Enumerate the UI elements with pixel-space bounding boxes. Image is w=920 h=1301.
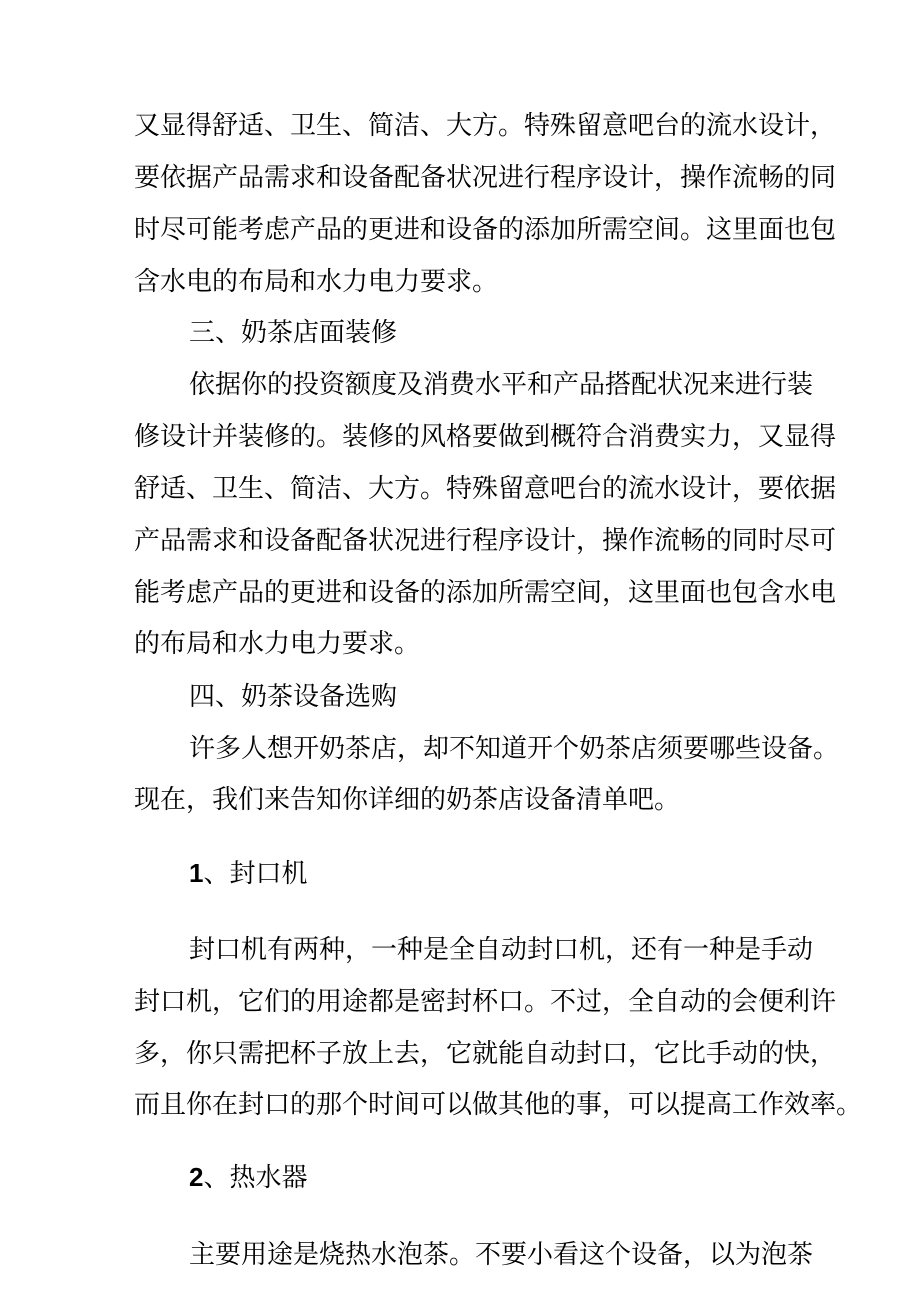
text-line: 要依据产品需求和设备配备状况进行程序设计，操作流畅的同 bbox=[134, 163, 837, 193]
text-line: 产品需求和设备配备状况进行程序设计，操作流畅的同时尽可 bbox=[134, 526, 837, 556]
section-heading: 三、奶茶店面装修 bbox=[189, 318, 398, 348]
text-line: 的布局和水力电力要求。 bbox=[134, 629, 421, 659]
text-line: 能考虑产品的更进和设备的添加所需空间，这里面也包含水电 bbox=[134, 578, 837, 608]
text-line: 封口机有两种，一种是全自动封口机，还有一种是手动 bbox=[189, 935, 814, 965]
text-line: 修设计并装修的。装修的风格要做到概符合消费实力，又显得 bbox=[134, 422, 837, 452]
text-line: 时尽可能考虑产品的更进和设备的添加所需空间。这里面也包 bbox=[134, 215, 837, 245]
item-title: 、封口机 bbox=[203, 859, 308, 889]
text-line: 主要用途是烧热水泡茶。不要小看这个设备，以为泡茶 bbox=[189, 1240, 814, 1270]
text-line: 现在，我们来告知你详细的奶茶店设备清单吧。 bbox=[134, 785, 681, 815]
item-title: 、热水器 bbox=[203, 1163, 308, 1193]
text-line: 含水电的布局和水力电力要求。 bbox=[134, 267, 499, 297]
list-item-heading bbox=[189, 1157, 849, 1197]
text-line: 依据你的投资额度及消费水平和产品搭配状况来进行装 bbox=[189, 370, 814, 400]
section-heading: 四、奶茶设备选购 bbox=[189, 682, 398, 712]
text-line: 许多人想开奶茶店，却不知道开个奶茶店须要哪些设备。 bbox=[189, 734, 840, 764]
text-line: 封口机，它们的用途都是密封杯口。不过，全自动的会便利许 bbox=[134, 987, 837, 1017]
list-item-heading bbox=[189, 853, 849, 893]
text-line: 又显得舒适、卫生、简洁、大方。特殊留意吧台的流水设计， bbox=[134, 111, 837, 141]
item-number: 2 bbox=[189, 1162, 204, 1192]
item-number: 1 bbox=[189, 858, 204, 888]
text-line: 而且你在封口的那个时间可以做其他的事，可以提高工作效率。 bbox=[134, 1090, 863, 1120]
text-line: 舒适、卫生、简洁、大方。特殊留意吧台的流水设计，要依据 bbox=[134, 474, 837, 504]
text-line: 多，你只需把杯子放上去，它就能自动封口，它比手动的快， bbox=[134, 1039, 837, 1069]
